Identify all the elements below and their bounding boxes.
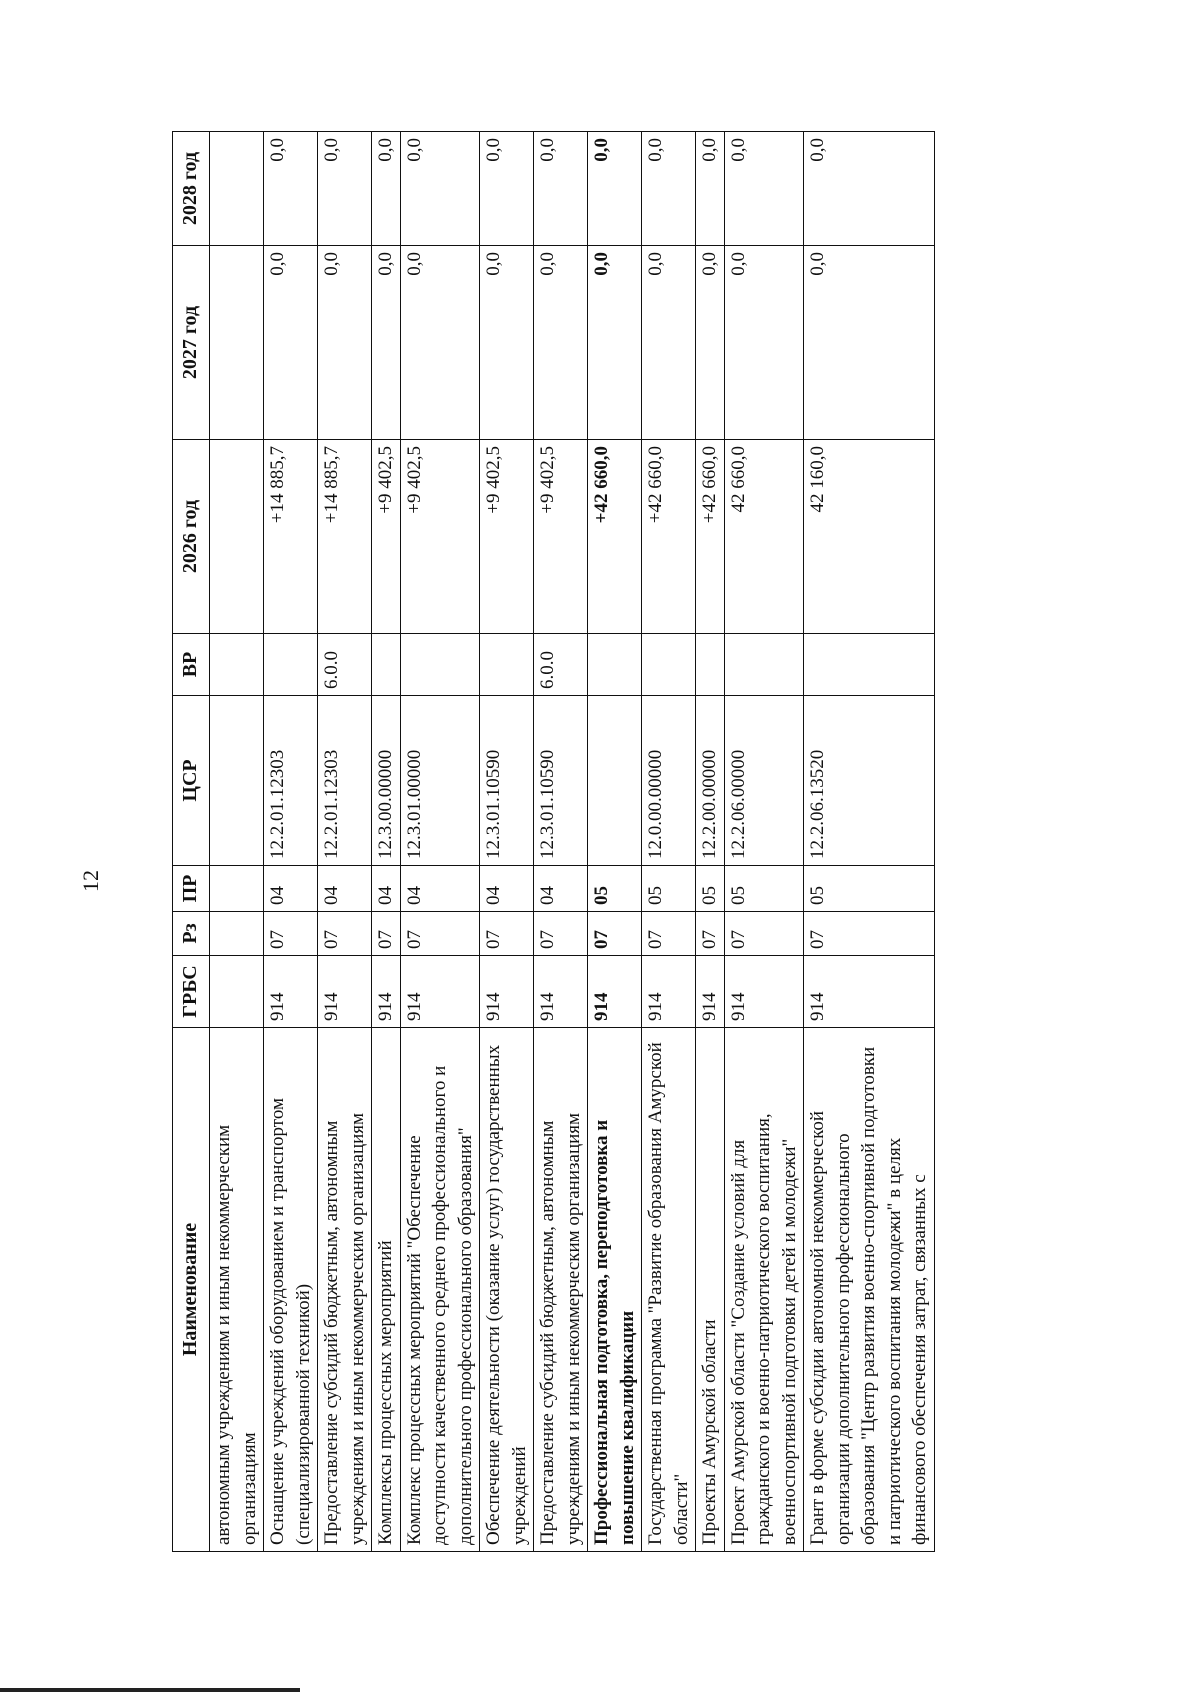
table-row: [318, 132, 372, 1552]
cell-csr: 12.2.01.12303: [264, 696, 318, 866]
cell-grbs: 914: [804, 956, 935, 1028]
cell-vr: [400, 634, 480, 696]
cell-2027: 0,0: [318, 246, 372, 440]
cell-name: Оснащение учреждений оборудованием и транспортом (специализированной техникой): [264, 1028, 318, 1552]
cell-pr: 04: [264, 866, 318, 912]
cell-vr: [210, 634, 264, 696]
cell-rz: 07: [642, 912, 696, 956]
table-row: [588, 132, 642, 1552]
cell-2028: 0,0: [318, 132, 372, 246]
cell-csr: 12.2.06.13520: [804, 696, 935, 866]
cell-2028: 0,0: [642, 132, 696, 246]
cell-rz: 07: [588, 912, 642, 956]
table-row: [724, 132, 804, 1552]
cell-rz: 07: [318, 912, 372, 956]
cell-2028: [210, 132, 264, 246]
cell-name: Проект Амурской области "Создание условий для гражданского и военно-патриотического воспитания, военноспортивной подготовки детей и молодежи": [724, 1028, 804, 1552]
table-row: [264, 132, 318, 1552]
cell-2028: 0,0: [400, 132, 480, 246]
cell-grbs: [210, 956, 264, 1028]
cell-2027: 0,0: [642, 246, 696, 440]
cell-2026: +42 660,0: [696, 440, 725, 634]
cell-csr: 12.3.00.00000: [372, 696, 401, 866]
cell-name: Государственная программа "Развитие образования Амурской области": [642, 1028, 696, 1552]
cell-rz: 07: [534, 912, 588, 956]
cell-name: автономным учреждениям и иным некоммерческим организациям: [210, 1028, 264, 1552]
cell-pr: 04: [400, 866, 480, 912]
cell-2026: +42 660,0: [588, 440, 642, 634]
cell-vr: [372, 634, 401, 696]
cell-csr: 12.3.01.00000: [400, 696, 480, 866]
cell-pr: 05: [804, 866, 935, 912]
cell-grbs: 914: [534, 956, 588, 1028]
cell-csr: [210, 696, 264, 866]
cell-2028: 0,0: [588, 132, 642, 246]
cell-grbs: 914: [318, 956, 372, 1028]
cell-vr: [480, 634, 534, 696]
cell-vr: 6.0.0: [534, 634, 588, 696]
cell-grbs: 914: [480, 956, 534, 1028]
cell-csr: 12.3.01.10590: [480, 696, 534, 866]
cell-grbs: 914: [400, 956, 480, 1028]
cell-2027: 0,0: [400, 246, 480, 440]
cell-pr: [210, 866, 264, 912]
cell-name: Комплекс процессных мероприятий "Обеспечение доступности качественного среднего профессионального и дополнительного профессионального образования": [400, 1028, 480, 1552]
cell-grbs: 914: [696, 956, 725, 1028]
cell-pr: 04: [480, 866, 534, 912]
cell-pr: 05: [642, 866, 696, 912]
header-rz: Рз: [173, 912, 210, 956]
cell-2026: +9 402,5: [372, 440, 401, 634]
cell-2027: 0,0: [588, 246, 642, 440]
cell-csr: 12.2.01.12303: [318, 696, 372, 866]
cell-name: Обеспечение деятельности (оказание услуг) государственных учреждений: [480, 1028, 534, 1552]
table-header-row: [173, 132, 210, 1552]
table-row: [480, 132, 534, 1552]
cell-rz: 07: [724, 912, 804, 956]
header-pr: ПР: [173, 866, 210, 912]
cell-2027: 0,0: [696, 246, 725, 440]
cell-2026: 42 660,0: [724, 440, 804, 634]
header-2026: 2026 год: [173, 440, 210, 634]
cell-vr: [696, 634, 725, 696]
cell-2028: 0,0: [534, 132, 588, 246]
cell-rz: 07: [400, 912, 480, 956]
cell-2027: 0,0: [480, 246, 534, 440]
cell-pr: 05: [696, 866, 725, 912]
cell-name: Предоставление субсидий бюджетным, автономным учреждениям и иным некоммерческим организациям: [534, 1028, 588, 1552]
cell-2027: [210, 246, 264, 440]
cell-vr: [588, 634, 642, 696]
cell-csr: 12.3.01.10590: [534, 696, 588, 866]
cell-2028: 0,0: [264, 132, 318, 246]
cell-rz: 07: [696, 912, 725, 956]
cell-2027: 0,0: [724, 246, 804, 440]
cell-2026: +14 885,7: [264, 440, 318, 634]
cell-rz: 07: [264, 912, 318, 956]
cell-name: Профессиональная подготовка, переподготовка и повышение квалификации: [588, 1028, 642, 1552]
budget-table: [172, 131, 935, 1552]
page-number: 12: [78, 870, 103, 892]
cell-2028: 0,0: [372, 132, 401, 246]
cell-2026: 42 160,0: [804, 440, 935, 634]
cell-rz: [210, 912, 264, 956]
cell-2027: 0,0: [804, 246, 935, 440]
cell-2028: 0,0: [480, 132, 534, 246]
table-row: [642, 132, 696, 1552]
cell-2026: [210, 440, 264, 634]
cell-vr: [804, 634, 935, 696]
cell-2028: 0,0: [724, 132, 804, 246]
cell-vr: [642, 634, 696, 696]
header-name: Наименование: [173, 1028, 210, 1552]
cell-2028: 0,0: [696, 132, 725, 246]
cell-name: Проекты Амурской области: [696, 1028, 725, 1552]
cell-grbs: 914: [588, 956, 642, 1028]
header-2028: 2028 год: [173, 132, 210, 246]
cell-vr: [724, 634, 804, 696]
table-body: [210, 132, 935, 1552]
cell-2026: +9 402,5: [534, 440, 588, 634]
cell-csr: 12.2.00.00000: [696, 696, 725, 866]
cell-2027: 0,0: [372, 246, 401, 440]
cell-name: Предоставление субсидий бюджетным, автономным учреждениям и иным некоммерческим организациям: [318, 1028, 372, 1552]
table-row: [696, 132, 725, 1552]
table-row: [804, 132, 935, 1552]
header-csr: ЦСР: [173, 696, 210, 866]
cell-2026: +14 885,7: [318, 440, 372, 634]
cell-name: Грант в форме субсидии автономной некоммерческой организации дополнительного профессионального образования "Центр развития военно-спортивной подготовки и патриотического воспитания молодежи" в целях финансового обеспечения затрат, связанных с: [804, 1028, 935, 1552]
cell-2027: 0,0: [534, 246, 588, 440]
cell-pr: 04: [534, 866, 588, 912]
cell-name: Комплексы процессных мероприятий: [372, 1028, 401, 1552]
cell-grbs: 914: [642, 956, 696, 1028]
rotated-table-container: [172, 132, 1002, 1552]
cell-rz: 07: [372, 912, 401, 956]
cell-pr: 05: [724, 866, 804, 912]
cell-vr: [264, 634, 318, 696]
cell-vr: 6.0.0: [318, 634, 372, 696]
cell-pr: 04: [318, 866, 372, 912]
cell-pr: 04: [372, 866, 401, 912]
cell-pr: 05: [588, 866, 642, 912]
cell-grbs: 914: [724, 956, 804, 1028]
cell-csr: [588, 696, 642, 866]
cell-2026: +42 660,0: [642, 440, 696, 634]
cell-csr: 12.2.06.00000: [724, 696, 804, 866]
header-2027: 2027 год: [173, 246, 210, 440]
scan-edge-mark: [0, 1688, 300, 1692]
cell-2026: +9 402,5: [480, 440, 534, 634]
cell-rz: 07: [480, 912, 534, 956]
cell-2027: 0,0: [264, 246, 318, 440]
table-row: [372, 132, 401, 1552]
table-row: [534, 132, 588, 1552]
table-row: [400, 132, 480, 1552]
cell-grbs: 914: [264, 956, 318, 1028]
cell-2026: +9 402,5: [400, 440, 480, 634]
header-grbs: ГРБС: [173, 956, 210, 1028]
cell-2028: 0,0: [804, 132, 935, 246]
header-vr: ВР: [173, 634, 210, 696]
cell-rz: 07: [804, 912, 935, 956]
cell-grbs: 914: [372, 956, 401, 1028]
cell-csr: 12.0.00.00000: [642, 696, 696, 866]
table-row: [210, 132, 264, 1552]
